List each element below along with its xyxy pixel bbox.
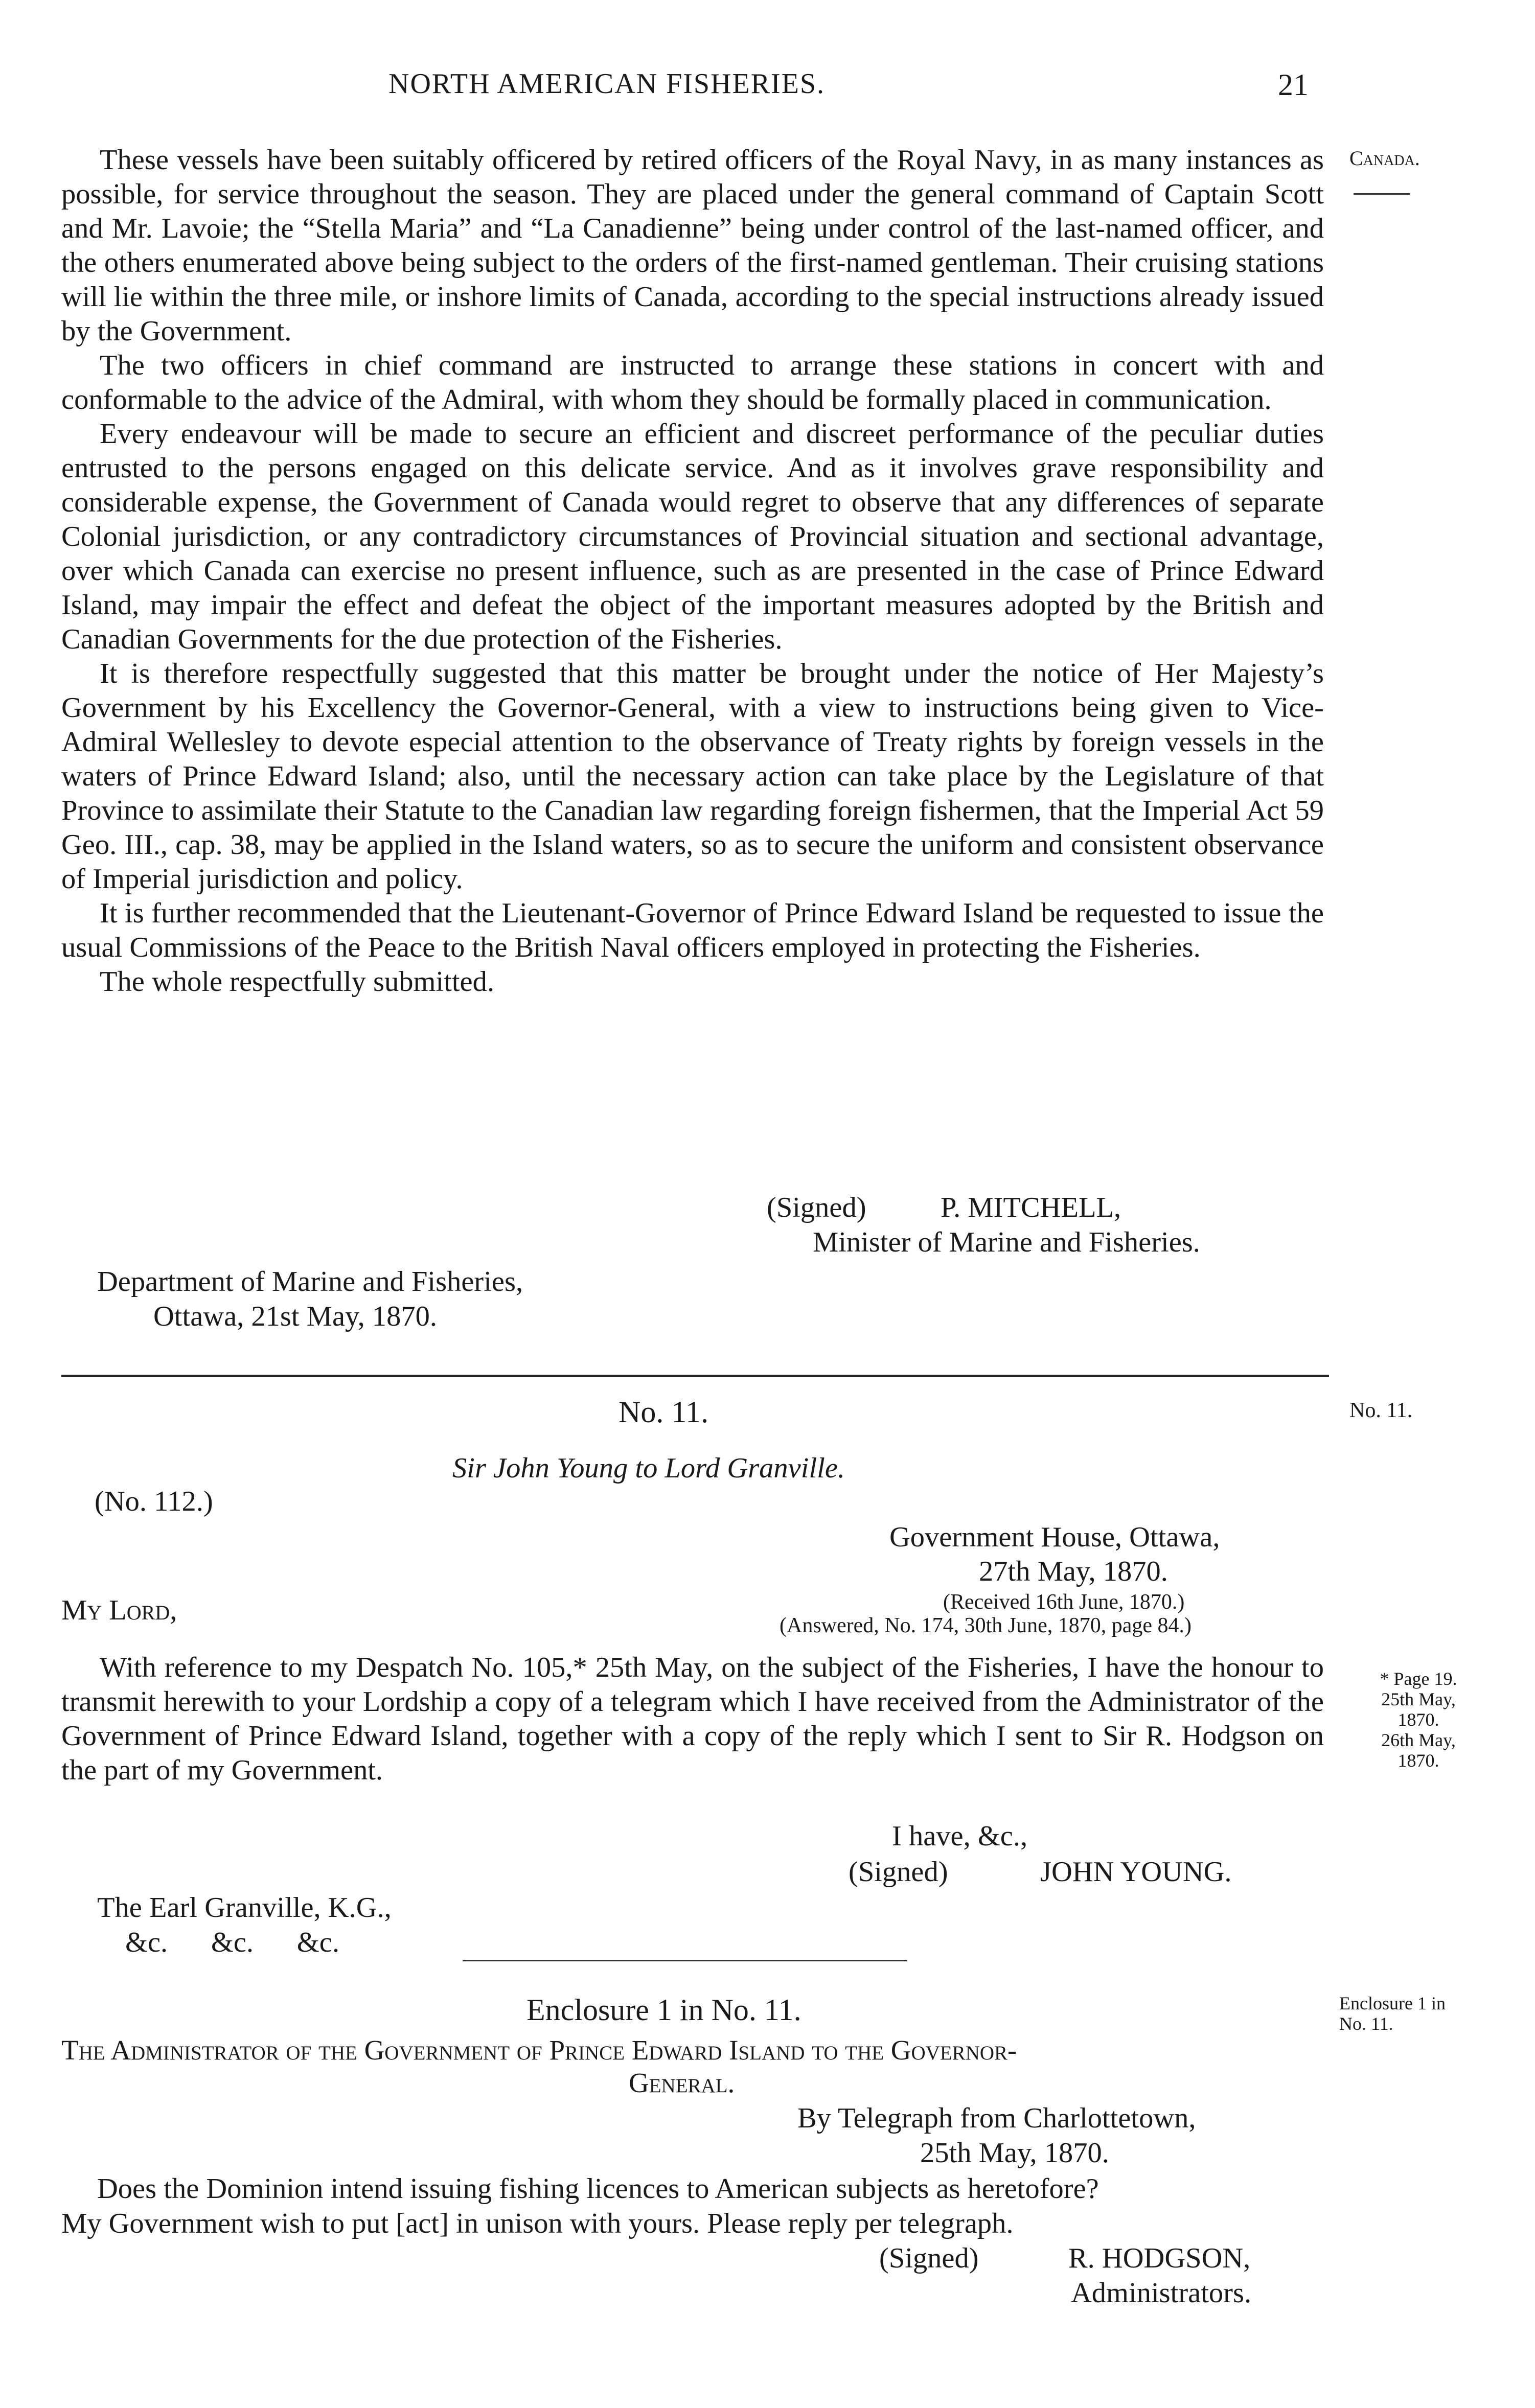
margin-divider — [1354, 193, 1410, 195]
report-paragraph: Every endeavour will be made to secure an efficient and discreet performance of the peculiar duties entrusted to the persons engaged on this delicate service. And as it involves grave responsibility and considerable expense, the Government of Canada would regret to observe that any differences of separate Colonial jurisdiction, or any contradictory circumstances of Provincial situation and sectional advantage, over which Canada can exercise no present influence, such as are presented in the case of Prince Edward Island, may impair the effect and defeat the object of the important measures adopted by the British and Canadian Governments for the due protection of the Fisheries. — [61, 418, 1324, 655]
report-signer: P. MITCHELL, — [941, 1192, 1121, 1223]
margin-enclosure-line: No. 11. — [1339, 2013, 1393, 2034]
report-paragraph: The whole respectfully submitted. — [100, 966, 494, 998]
margin-enclosure-line: Enclosure 1 in — [1339, 1993, 1446, 2013]
enclosure-signer: R. HODGSON, — [1068, 2242, 1251, 2274]
despatch-answered: (Answered, No. 174, 30th June, 1870, page 84.) — [780, 1614, 1192, 1637]
despatch-signed-label: (Signed) — [849, 1856, 948, 1888]
running-head: NORTH AMERICAN FISHERIES. — [388, 68, 826, 100]
report-department: Department of Marine and Fisheries, — [97, 1266, 523, 1298]
enclosure-via-line1: By Telegraph from Charlottetown, — [797, 2102, 1196, 2134]
margin-note-enclosure — [1339, 1993, 1508, 2034]
report-signer-title: Minister of Marine and Fisheries. — [813, 1226, 1200, 1258]
enclosure-heading-line2: General. — [629, 2067, 735, 2098]
despatch-signer: JOHN YOUNG. — [1040, 1856, 1232, 1888]
margin-note-no11: No. 11. — [1349, 1399, 1413, 1422]
report-place-date: Ottawa, 21st May, 1870. — [153, 1301, 437, 1332]
enclosure-title: Enclosure 1 in No. 11. — [526, 1993, 801, 2027]
despatch-closing: I have, &c., — [892, 1820, 1028, 1852]
despatch-end-rule — [463, 1960, 907, 1961]
report-paragraph: It is further recommended that the Lieutenant-Governor of Prince Edward Island be requested to issue the usual Commissions of the Peace to the British Naval officers employed in protecting the Fisheries. — [61, 897, 1324, 963]
despatch-recipient-line1: The Earl Granville, K.G., — [97, 1892, 392, 1924]
enclosure-text-line: My Government wish to put [act] in unison with yours. Please reply per telegraph. — [61, 2208, 1014, 2239]
margin-page-ref: * Page 19. — [1380, 1669, 1457, 1689]
margin-page-ref: 1870. — [1397, 1750, 1439, 1771]
margin-note-page-refs — [1357, 1669, 1480, 1771]
despatch-ref: (No. 112.) — [95, 1486, 213, 1517]
despatch-recipient-line2: &c. &c. &c. — [125, 1927, 339, 1958]
report-paragraph: The two officers in chief command are instructed to arrange these stations in concert with and conformable to the advice of the Admiral, with whom they should be formally placed in communication. — [61, 350, 1324, 415]
margin-note-canada: Canada. — [1349, 147, 1420, 170]
enclosure-text-line: Does the Dominion intend issuing fishing licences to American subjects as heretofore? — [97, 2173, 1099, 2205]
despatch-number: No. 11. — [618, 1395, 709, 1429]
report-body — [61, 143, 1324, 999]
margin-page-ref: 26th May, — [1381, 1730, 1456, 1750]
section-divider — [61, 1375, 1329, 1377]
despatch-subtitle: Sir John Young to Lord Granville. — [452, 1452, 845, 1484]
enclosure-signed-label: (Signed) — [879, 2242, 979, 2274]
despatch-salutation: My Lord, — [61, 1594, 177, 1626]
despatch-received: (Received 16th June, 1870.) — [943, 1590, 1185, 1614]
despatch-paragraph: With reference to my Despatch No. 105,* 25th May, on the subject of the Fisheries, I have the honour to transmit herewith to your Lordship a copy of a telegram which I have received from the Administrator of the Government of Prince Edward Island, together with a copy of the reply which I sent to Sir R. Hodgson on the part of my Government. — [61, 1652, 1324, 1786]
enclosure-via-line2: 25th May, 1870. — [920, 2137, 1109, 2169]
report-paragraph: It is therefore respectfully suggested that this matter be brought under the notice of Her Majesty’s Government by his Excellency the Governor-General, with a view to instructions being given to Vice-Admiral Wellesley to devote especial attention to the observance of Treaty rights by foreign vessels in the waters of Prince Edward Island; also, until the necessary action can take place by the Legislature of that Province to assimilate their Statute to the Canadian law regarding foreign fishermen, that the Imperial Act 59 Geo. III., cap. 38, may be applied in the Island waters, so as to secure the uniform and consistent observance of Imperial jurisdiction and policy. — [61, 658, 1324, 895]
despatch-address-line2: 27th May, 1870. — [979, 1556, 1168, 1587]
despatch-body — [61, 1651, 1324, 1788]
page-number: 21 — [1278, 68, 1309, 102]
margin-page-ref: 1870. — [1397, 1709, 1439, 1730]
enclosure-signer-title: Administrators. — [1071, 2277, 1252, 2309]
report-signed-label: (Signed) — [767, 1192, 866, 1223]
margin-page-ref: 25th May, — [1381, 1689, 1456, 1709]
despatch-address-line1: Government House, Ottawa, — [889, 1521, 1220, 1553]
report-paragraph: These vessels have been suitably officered by retired officers of the Royal Navy, in as many instances as possible, for service throughout the season. They are placed under the general command of Captain Scott and Mr. Lavoie; the “Stella Maria” and “La Canadienne” being under control of the last-named officer, and the others enumerated above being subject to the orders of the first-named gentleman. Their cruising stations will lie within the three mile, or inshore limits of Canada, according to the special instructions already issued by the Government. — [61, 144, 1324, 347]
enclosure-heading-line1: The Administrator of the Government of Prince Edward Island to the Governor- — [61, 2034, 1017, 2066]
